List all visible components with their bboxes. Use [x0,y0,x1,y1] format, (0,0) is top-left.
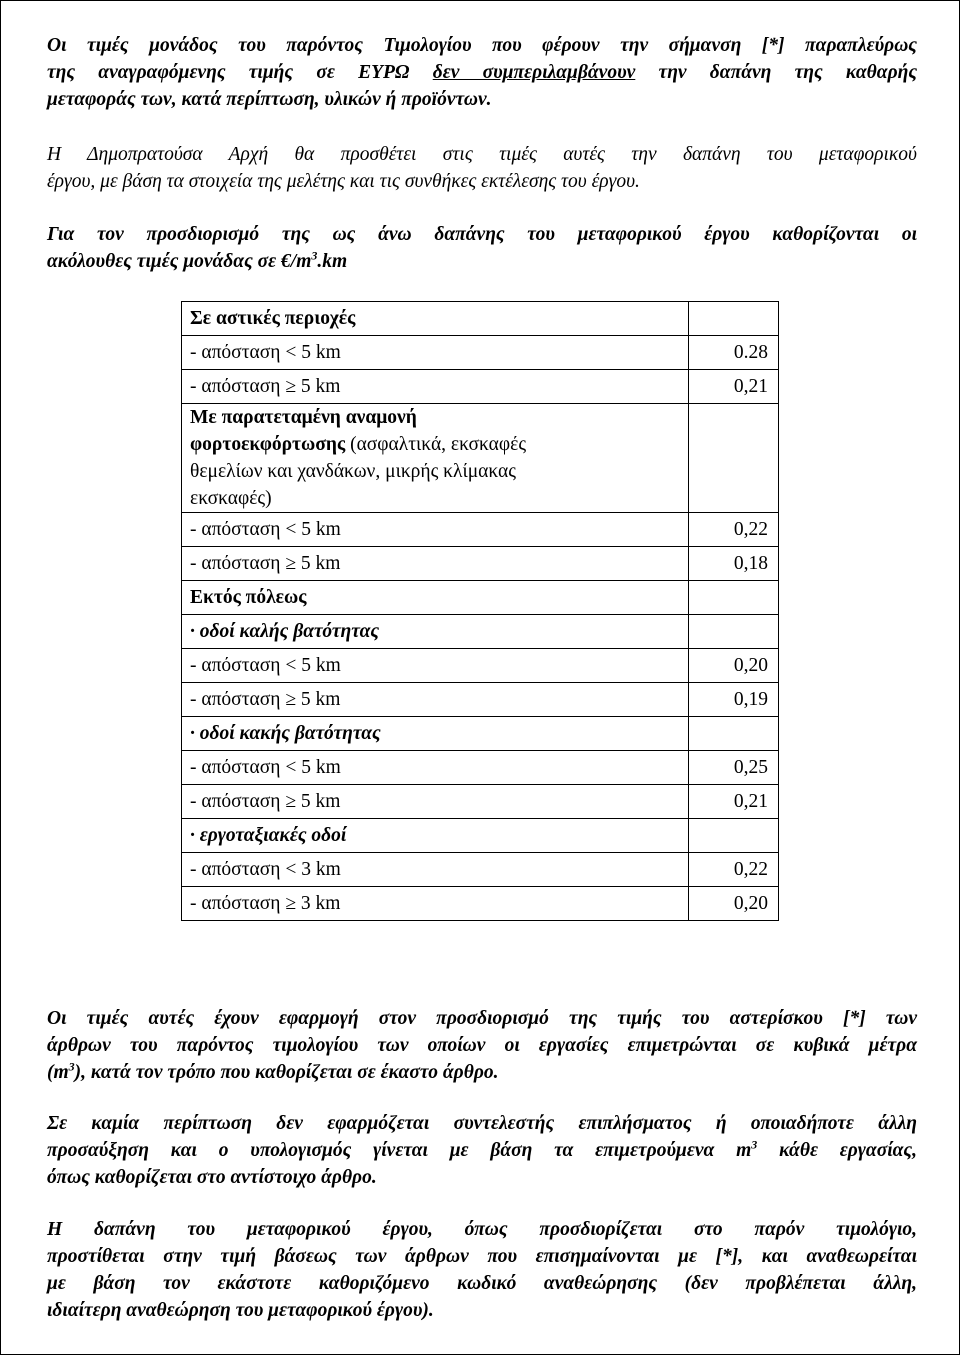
text-segment: .km [317,251,348,272]
value-cell [689,302,779,336]
rate-value: 0,18 [689,547,779,581]
text-line: Η δαπάνη του μεταφορικού έργου, όπως προσδιορίζεται στο παρόν τιμολόγιο, [47,1219,917,1240]
rate-value: 0,25 [689,751,779,785]
road-group-title: · οδοί καλής βατότητας [182,615,689,649]
distance-label: - απόσταση < 5 km [182,751,689,785]
value-cell [689,404,779,513]
distance-label: - απόσταση ≥ 5 km [182,547,689,581]
distance-label: - απόσταση < 3 km [182,853,689,887]
table-row [182,853,779,887]
section-header-waiting [182,404,689,513]
text-line [47,59,917,86]
table-row [182,717,779,751]
text-segment: (m [47,1062,69,1083]
outro-paragraph-1 [47,1005,917,1086]
text-line: Η Δημοπρατούσα Αρχή θα προσθέτει στις τιμές αυτές την δαπάνη του μεταφορικού [47,144,917,165]
table-row [182,683,779,717]
value-cell [689,581,779,615]
header-line-rest: (ασφαλτικά, εκσκαφές [345,434,527,455]
text-line: Για τον προσδιορισμό της ως άνω δαπάνης του μεταφορικού έργου καθορίζονται οι [47,224,917,245]
text-segment: προσαύξηση και ο υπολογισμός γίνεται με βάση τα επιμετρούμενα m [47,1140,752,1161]
text-segment: την δαπάνη της καθαρής [658,62,918,83]
rate-value: 0,22 [689,853,779,887]
intro-paragraph-2 [47,141,917,195]
text-line: μεταφοράς των, κατά περίπτωση, υλικών ή προϊόντων. [47,89,492,110]
value-cell [689,717,779,751]
distance-label: - απόσταση ≥ 5 km [182,370,689,404]
distance-label: - απόσταση < 5 km [182,513,689,547]
header-bold-term: φορτοεκφόρτωσης [190,434,346,455]
road-group-title: · οδοί κακής βατότητας [182,717,689,751]
text-line: Σε καμία περίπτωση δεν εφαρμόζεται συντελεστής επιπλήσματος ή οποιαδήποτε άλλη [47,1113,917,1134]
text-line [47,1137,917,1164]
text-line: προστίθεται στην τιμή βάσεως των άρθρων που επισημαίνονται με [*], και αναθεωρείται [47,1246,917,1267]
transport-rates-table [181,301,779,921]
table-row [182,615,779,649]
road-group-title: · εργοταξιακές οδοί [182,819,689,853]
text-line: ιδιαίτερη αναθεώρηση του μεταφορικού έργου). [47,1300,434,1321]
table-row [182,336,779,370]
table-row [182,751,779,785]
table-row [182,404,779,513]
rate-value: 0,21 [689,785,779,819]
underlined-phrase: δεν συμπεριλαμβάνουν [432,62,636,83]
rate-value: 0.28 [689,336,779,370]
value-cell [689,615,779,649]
superscript: 3 [311,248,318,263]
header-line: Με παρατεταμένη αναμονή [190,407,417,428]
rate-value: 0,22 [689,513,779,547]
text-line [47,248,917,275]
text-line: Οι τιμές αυτές έχουν εφαρμογή στον προσδιορισμό της τιμής του αστερίσκου [*] των [47,1008,917,1029]
rate-value: 0,21 [689,370,779,404]
outro-paragraph-2 [47,1110,917,1191]
text-segment: ), κατά τον τρόπο που καθορίζεται σε έκαστο άρθρο. [74,1062,499,1083]
text-line: έργου, με βάση τα στοιχεία της μελέτης και τις συνθήκες εκτέλεσης του έργου. [47,171,640,192]
distance-label: - απόσταση < 5 km [182,649,689,683]
superscript: 3 [68,1059,75,1074]
intro-paragraph-1 [47,32,917,113]
section-header-urban: Σε αστικές περιοχές [182,302,689,336]
rate-value: 0,19 [689,683,779,717]
table-row [182,370,779,404]
distance-label: - απόσταση ≥ 5 km [182,785,689,819]
table-row [182,649,779,683]
table-row [182,581,779,615]
table-row [182,547,779,581]
rate-value: 0,20 [689,887,779,921]
header-line: εκσκαφές) [190,488,272,509]
table-row [182,887,779,921]
text-segment: ακόλουθες τιμές μονάδας σε €/m [47,251,312,272]
text-line: με βάση τον εκάστοτε καθοριζόμενο κωδικό αναθεώρησης (δεν προβλέπεται άλλη, [47,1273,917,1294]
table-row [182,513,779,547]
text-line [47,1059,917,1086]
intro-paragraph-3 [47,221,917,275]
text-line: άρθρων του παρόντος τιμολογίου των οποίων οι εργασίες επιμετρώνται σε κυβικά μέτρα [47,1035,917,1056]
header-line: θεμελίων και χανδάκων, μικρής κλίμακας [190,461,516,482]
table-row [182,785,779,819]
section-header-outside: Εκτός πόλεως [182,581,689,615]
distance-label: - απόσταση < 5 km [182,336,689,370]
value-cell [689,819,779,853]
outro-paragraph-3 [47,1216,917,1324]
distance-label: - απόσταση ≥ 5 km [182,683,689,717]
rate-value: 0,20 [689,649,779,683]
text-line: όπως καθορίζεται στο αντίστοιχο άρθρο. [47,1167,377,1188]
text-line: Οι τιμές μονάδος του παρόντος Τιμολογίου που φέρουν την σήμανση [*] παραπλεύρως [47,35,917,56]
superscript: 3 [751,1137,758,1152]
distance-label: - απόσταση ≥ 3 km [182,887,689,921]
table-row [182,302,779,336]
text-segment: της αναγραφόμενης τιμής σε ΕΥΡΩ [47,62,410,83]
text-segment: κάθε εργασίας, [757,1140,917,1161]
table-row [182,819,779,853]
